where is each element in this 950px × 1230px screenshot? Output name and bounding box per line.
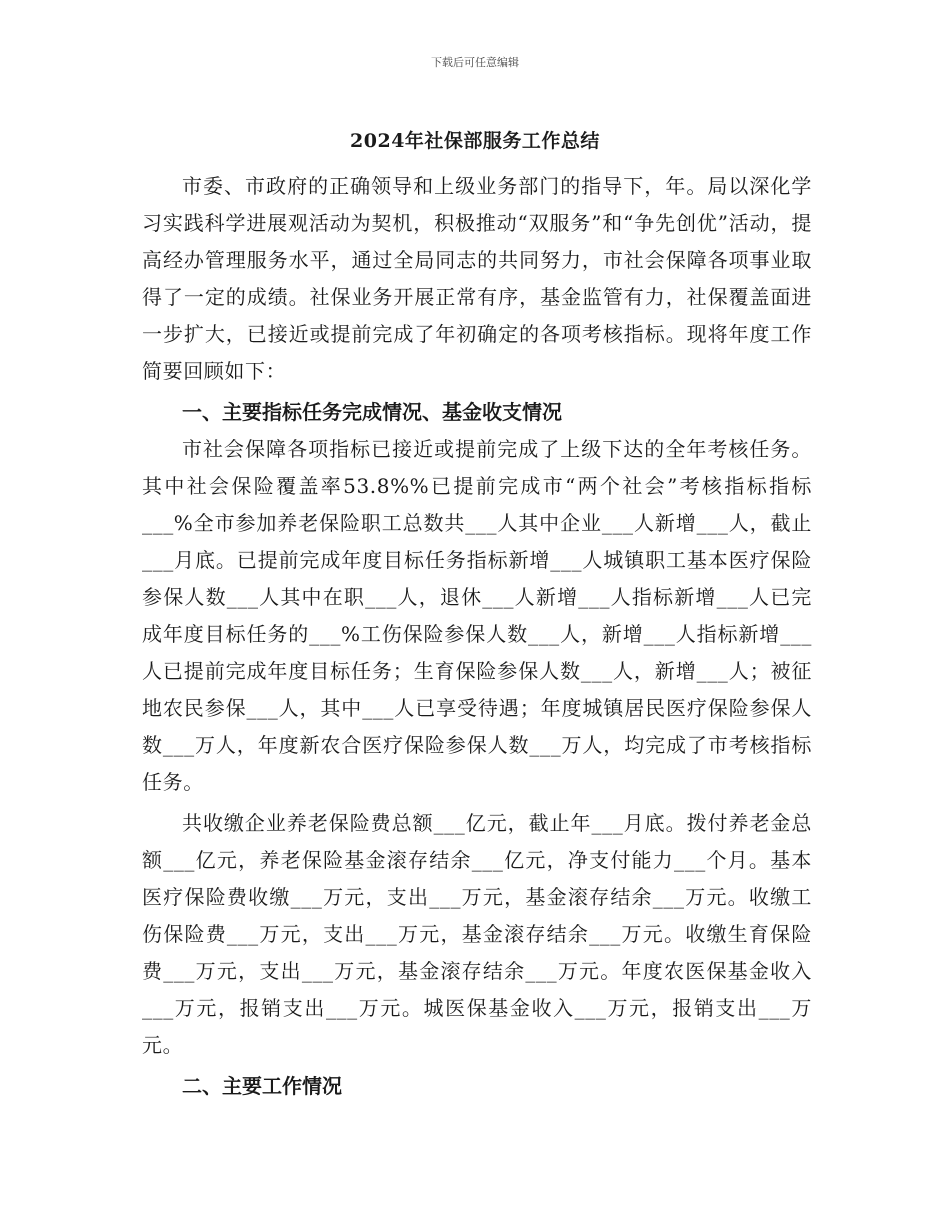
section-1-paragraph-1: 市社会保障各项指标已接近或提前完成了上级下达的全年考核任务。其中社会保险覆盖率53.8%%已提前完成市“两个社会”考核指标指标___%全市参加养老保险职工总数共___人其中企业___人新增___人，截止___月底。已提前完成年度目标任务指标新增___人城镇职工基本医疗保险参保人数___人其中在职___人，退休___人新增___人指标新增___人已完成年度目标任务的___%工伤保险参保人数___人，新增___人指标新增___人已提前完成年度目标任务；生育保险参保人数___人，新增___人；被征地农民参保___人，其中___人已享受待遇；年度城镇居民医疗保险参保人数___万人，年度新农合医疗保险参保人数___万人，均完成了市考核指标任务。	[142, 437, 812, 794]
section-2-heading: 二、主要工作情况	[182, 1074, 342, 1098]
section-1-heading: 一、主要指标任务完成情况、基金收支情况	[182, 400, 562, 424]
section-1-paragraph-2: 共收缴企业养老保险费总额___亿元，截止年___月底。拨付养老金总额___亿元，养老保险基金滚存结余___亿元，净支付能力___个月。基本医疗保险费收缴___万元，支出___万元，基金滚存结余___万元。收缴工伤保险费___万元，支出___万元，基金滚存结余___万元。收缴生育保险费___万元，支出___万元，基金滚存结余___万元。年度农医保基金收入___万元，报销支出___万元。城医保基金收入___万元，报销支出___万元。	[142, 811, 812, 1057]
document-body	[142, 168, 812, 1105]
intro-paragraph: 市委、市政府的正确领导和上级业务部门的指导下，年。局以深化学习实践科学进展观活动为契机，积极推动“双服务”和“争先创优”活动，提高经办管理服务水平，通过全局同志的共同努力，市社会保障各项事业取得了一定的成绩。社保业务开展正常有序，基金监管有力，社保覆盖面进一步扩大，已接近或提前完成了年初确定的各项考核指标。现将年度工作简要回顾如下：	[142, 174, 812, 383]
header-note: 下载后可任意编辑	[431, 56, 519, 69]
document-title: 2024年社保部服务工作总结	[350, 130, 600, 152]
